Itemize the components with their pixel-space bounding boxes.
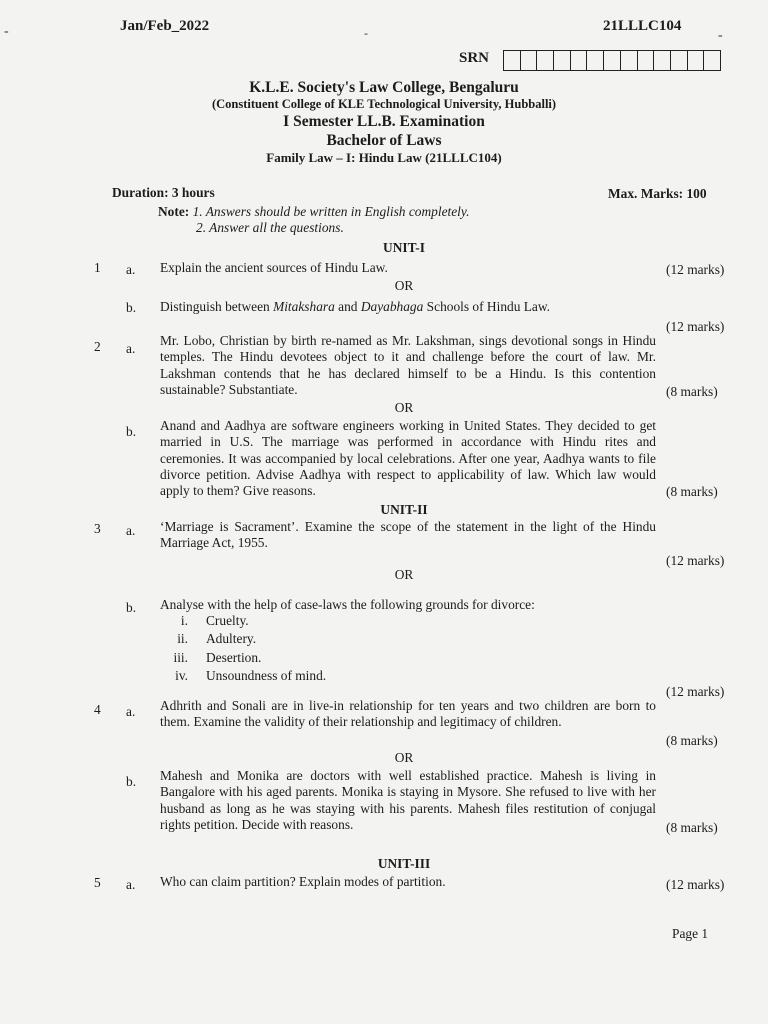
- q5a-text: Who can claim partition? Explain modes of partition.: [160, 874, 446, 889]
- q2a-marks: (8 marks): [666, 384, 718, 399]
- q3b-item-num: i.: [180, 613, 188, 628]
- scan-mark: -: [364, 26, 368, 40]
- q2-number: 2: [94, 339, 101, 354]
- q4b-text: Mahesh and Monika are doctors with well established practice. Mahesh is living in Bangalore with his aged parents. Monika is staying in Mysore. She refused to live with her husband as long as he was staying with his parents. Mahesh files restitution of conjugal rights petition. Decide with reasons.: [160, 768, 656, 832]
- constituent-line: (Constituent College of KLE Technological University, Hubballi): [211, 97, 557, 111]
- unit-2-heading: UNIT-II: [380, 502, 428, 517]
- q4a-label: a.: [126, 704, 136, 719]
- q1b-label: b.: [126, 300, 137, 315]
- q3-number: 3: [94, 521, 101, 536]
- q1-number: 1: [94, 260, 101, 275]
- q4b-label: b.: [126, 774, 137, 789]
- or-separator: OR: [394, 278, 414, 293]
- or-separator: OR: [394, 567, 414, 582]
- q3b-item-num: iv.: [175, 668, 188, 683]
- q3b-label: b.: [126, 600, 137, 615]
- unit-3-heading: UNIT-III: [377, 856, 431, 871]
- q5a-label: a.: [126, 877, 136, 892]
- q2b-text: Anand and Aadhya are software engineers working in United States. They decided to get married in U.S. The marriage was performed in accordance with Hindu rites and ceremonies. It was accompanied by local celebrations. After one year, Aadhya wants to file divorce petition. Advise Aadhya with respect to applicability of law. Which law would apply to them? Give reasons.: [160, 418, 656, 499]
- q4a-text: Adhrith and Sonali are in live-in relationship for ten years and two children are born to them. Examine the validity of their relationship and legitimacy of children.: [160, 698, 656, 730]
- max-marks: Max. Marks: 100: [608, 186, 707, 201]
- exam-date: Jan/Feb_2022: [120, 18, 210, 34]
- q3a-label: a.: [126, 523, 136, 538]
- q3b-item-text: Adultery.: [206, 631, 257, 646]
- q4a-marks: (8 marks): [666, 733, 718, 748]
- q3b-item-text: Desertion.: [206, 650, 262, 665]
- q1b-marks: (12 marks): [666, 319, 725, 334]
- q5a-marks: (12 marks): [666, 877, 725, 892]
- note-label: Note:: [158, 204, 190, 219]
- unit-1-heading: UNIT-I: [383, 240, 425, 255]
- duration: Duration: 3 hours: [112, 185, 215, 200]
- or-separator: OR: [394, 400, 414, 415]
- q4b-marks: (8 marks): [666, 820, 718, 835]
- q3a-text: ‘Marriage is Sacrament’. Examine the scope of the statement in the light of the Hindu Marriage Act, 1955.: [160, 519, 656, 551]
- exam-title: I Semester LL.B. Examination: [283, 113, 485, 130]
- q3b-item-num: ii.: [177, 631, 188, 646]
- q2a-label: a.: [126, 341, 136, 356]
- or-separator: OR: [394, 750, 414, 765]
- note-1: 1. Answers should be written in English completely.: [192, 204, 470, 219]
- q3a-marks: (12 marks): [666, 553, 725, 568]
- srn-label: SRN: [459, 50, 490, 66]
- q1a-label: a.: [126, 262, 136, 277]
- q2b-label: b.: [126, 424, 137, 439]
- degree-title: Bachelor of Laws: [326, 132, 442, 149]
- paper-code: 21LLLC104: [603, 18, 682, 34]
- q1a-marks: (12 marks): [666, 262, 725, 277]
- q5-number: 5: [94, 875, 101, 890]
- q1b-text: Distinguish between Mitakshara and Dayabhaga Schools of Hindu Law.: [160, 299, 551, 314]
- q3b-item-text: Unsoundness of mind.: [206, 668, 327, 683]
- q4-number: 4: [94, 702, 101, 717]
- q1a-text: Explain the ancient sources of Hindu Law.: [160, 260, 388, 275]
- srn-boxes[interactable]: [503, 50, 721, 71]
- q2a-text: Mr. Lobo, Christian by birth re-named as Mr. Lakshman, sings devotional songs in Hindu temples. The Hindu devotees object to it and challenge before the court of law. Mr. Lakshman contends that he has declared himself to be a Hindu. Is this contention sustainable? Substantiate.: [160, 333, 656, 397]
- paper-title: Family Law – I: Hindu Law (21LLLC104): [266, 150, 502, 165]
- q2b-marks: (8 marks): [666, 484, 718, 499]
- scan-mark: -: [4, 24, 9, 39]
- q3b-item-num: iii.: [173, 650, 188, 665]
- college-name: K.L.E. Society's Law College, Bengaluru: [249, 79, 519, 96]
- q3b-item-text: Cruelty.: [206, 613, 249, 628]
- scan-mark: -: [718, 28, 723, 43]
- note-2: 2. Answer all the questions.: [196, 220, 344, 235]
- q3b-marks: (12 marks): [666, 684, 725, 699]
- page-number: Page 1: [672, 926, 709, 941]
- q3b-text: Analyse with the help of case-laws the following grounds for divorce:: [160, 597, 535, 612]
